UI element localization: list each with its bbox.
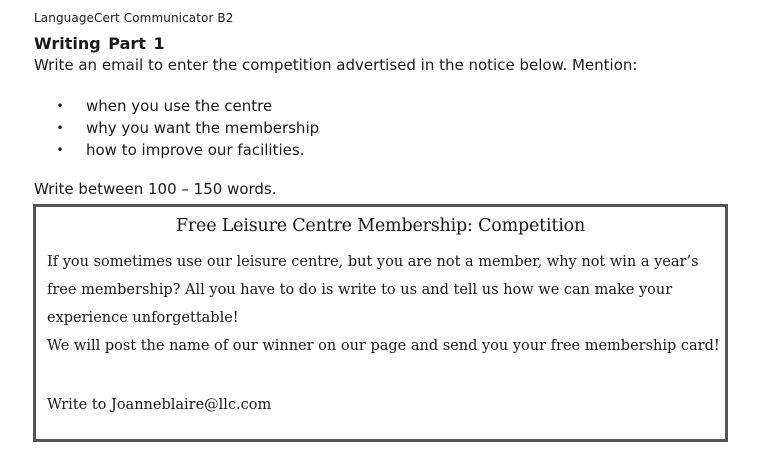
notice-title: Free Leisure Centre Membership: Competition (175, 216, 586, 236)
list-item (34, 139, 319, 161)
list-item-text: how to improve our facilities. (86, 141, 305, 159)
exam-label: LanguageCert Communicator B2 (34, 11, 234, 25)
bullet-icon: • (56, 99, 64, 113)
list-item (34, 117, 319, 139)
word-limit: Write between 100 – 150 words. (34, 180, 277, 198)
list-item (34, 95, 319, 117)
notice-body (47, 248, 723, 360)
competition-notice (33, 204, 728, 442)
notice-contact: Write to Joanneblaire@llc.com (47, 397, 272, 413)
bullet-icon: • (56, 143, 64, 157)
list-item-text: when you use the centre (86, 97, 273, 115)
task-instruction: Write an email to enter the competition advertised in the notice below. Mention: (34, 56, 638, 74)
content-points-list (34, 95, 319, 161)
notice-paragraph: If you sometimes use our leisure centre, but you are not a member, why not win a year’s free membership? All you have to do is write to us and tell us how we can make your experience unforgettable! (47, 254, 699, 326)
notice-paragraph: We will post the name of our winner on our page and send you your free membership card! (47, 338, 720, 354)
section-title: Writing Part 1 (34, 34, 165, 53)
list-item-text: why you want the membership (86, 119, 320, 137)
bullet-icon: • (56, 121, 64, 135)
